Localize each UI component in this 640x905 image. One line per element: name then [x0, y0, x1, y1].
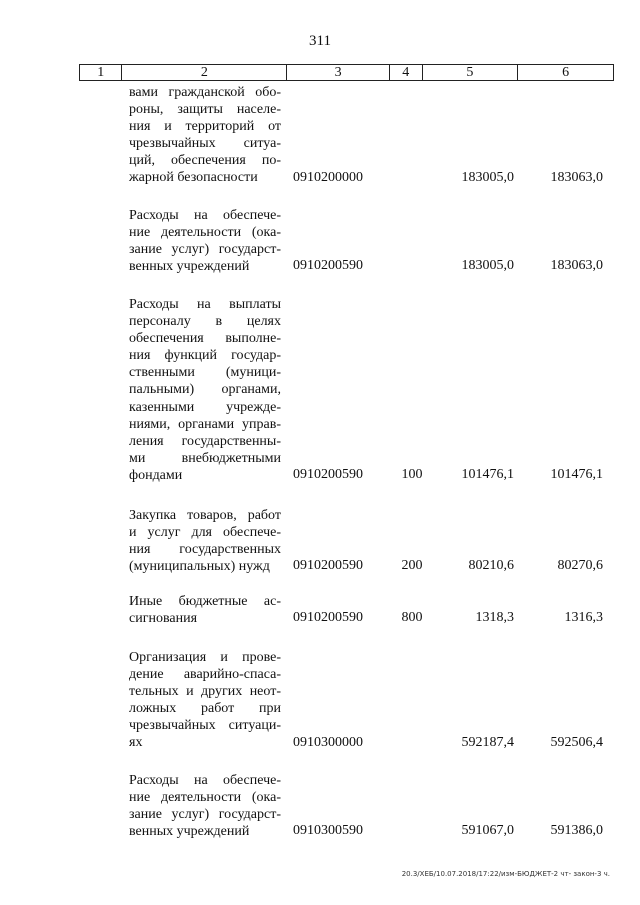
description-line: чрезвычайных ситуа-	[129, 136, 281, 152]
header-col-4: 4	[390, 65, 423, 80]
row-value-6: 592506,4	[550, 734, 603, 750]
description-line: обеспечения выполне-	[129, 331, 281, 347]
row-code: 0910200590	[293, 610, 363, 626]
row-description	[129, 507, 281, 575]
description-line: чрезвычайных ситуаци-	[129, 718, 281, 734]
description-line: Расходы на выплаты	[129, 297, 281, 312]
description-line: ния государственных	[129, 542, 281, 558]
header-col-6: 6	[562, 65, 570, 80]
description-line: ния и территорий от	[129, 119, 281, 135]
description-line: ниями, органами управ-	[129, 416, 281, 432]
description-line: Расходы на обеспече-	[129, 208, 281, 223]
row-value-5: 101476,1	[461, 467, 514, 482]
description-line: Иные бюджетные ас-	[129, 594, 281, 609]
row-value-5: 591067,0	[461, 823, 514, 839]
description-line: ложных работ при	[129, 701, 281, 717]
row-value-6: 183063,0	[550, 258, 603, 274]
row-value-6: 80270,6	[557, 558, 603, 574]
description-line: венных учреждений	[129, 259, 250, 275]
row-code: 0910300000	[293, 734, 363, 750]
description-line: зание услуг) государст-	[129, 807, 281, 823]
row-description	[129, 649, 281, 752]
description-line: ние деятельности (ока-	[129, 790, 281, 806]
description-line: фондами	[129, 467, 183, 483]
row-value-6: 591386,0	[550, 823, 603, 839]
description-line: ления государственны-	[129, 433, 281, 449]
row-type: 200	[401, 558, 423, 574]
description-line: венных учреждений	[129, 824, 250, 840]
description-line: пальными) органами,	[129, 382, 281, 398]
row-code: 0910200000	[293, 169, 363, 185]
row-code: 0910300590	[293, 823, 363, 839]
header-col-1: 1	[80, 65, 122, 80]
row-description	[129, 84, 281, 187]
page-number: 311	[309, 33, 331, 49]
description-line: персоналу в целях	[129, 314, 281, 330]
description-line: вами гражданской обо-	[129, 85, 281, 100]
description-line: Организация и прове-	[129, 650, 281, 665]
row-value-6: 1316,3	[564, 610, 603, 626]
row-value-6: 101476,1	[550, 467, 603, 482]
row-value-5: 183005,0	[461, 169, 514, 185]
header-col-2: 2	[122, 65, 287, 80]
row-value-6: 183063,0	[550, 169, 603, 185]
row-description	[129, 207, 281, 275]
description-line: ций, обеспечения по-	[129, 153, 281, 169]
row-code: 0910200590	[293, 558, 363, 574]
description-line: ние деятельности (ока-	[129, 225, 281, 241]
header-col-5: 5	[423, 65, 519, 80]
description-line: ственными (муници-	[129, 365, 281, 381]
description-line: Закупка товаров, работ	[129, 508, 281, 523]
row-type: 100	[401, 467, 423, 482]
row-code: 0910200590	[293, 467, 363, 482]
row-description	[129, 296, 281, 484]
row-type: 800	[401, 610, 423, 626]
row-value-5: 592187,4	[461, 734, 514, 750]
description-line: дение аварийно-спаса-	[129, 667, 281, 683]
row-description	[129, 772, 281, 840]
footer-stamp: 20.3/ХЕБ/10.07.2018/17:22/изм-БЮДЖЕТ-2 чт- закон-3 ч.	[401, 870, 610, 878]
description-line: ния функций государ-	[129, 348, 281, 364]
description-line: ми внебюджетными	[129, 450, 281, 466]
description-line: жарной безопасности	[129, 170, 258, 186]
row-value-5: 80210,6	[468, 558, 514, 574]
description-line: сигнования	[129, 611, 198, 627]
description-line: (муниципальных) нужд	[129, 559, 270, 575]
description-line: тельных и других неот-	[129, 684, 281, 700]
description-line: и услуг для обеспече-	[129, 525, 281, 541]
table-header	[79, 64, 614, 81]
row-value-5: 1318,3	[475, 610, 514, 626]
description-line: роны, защиты населе-	[129, 102, 281, 118]
description-line: Расходы на обеспече-	[129, 773, 281, 788]
description-line: казенными учрежде-	[129, 399, 281, 415]
row-code: 0910200590	[293, 258, 363, 274]
row-value-5: 183005,0	[461, 258, 514, 274]
description-line: ях	[129, 735, 143, 751]
row-description	[129, 593, 281, 627]
header-col-3: 3	[287, 65, 390, 80]
description-line: зание услуг) государст-	[129, 242, 281, 258]
